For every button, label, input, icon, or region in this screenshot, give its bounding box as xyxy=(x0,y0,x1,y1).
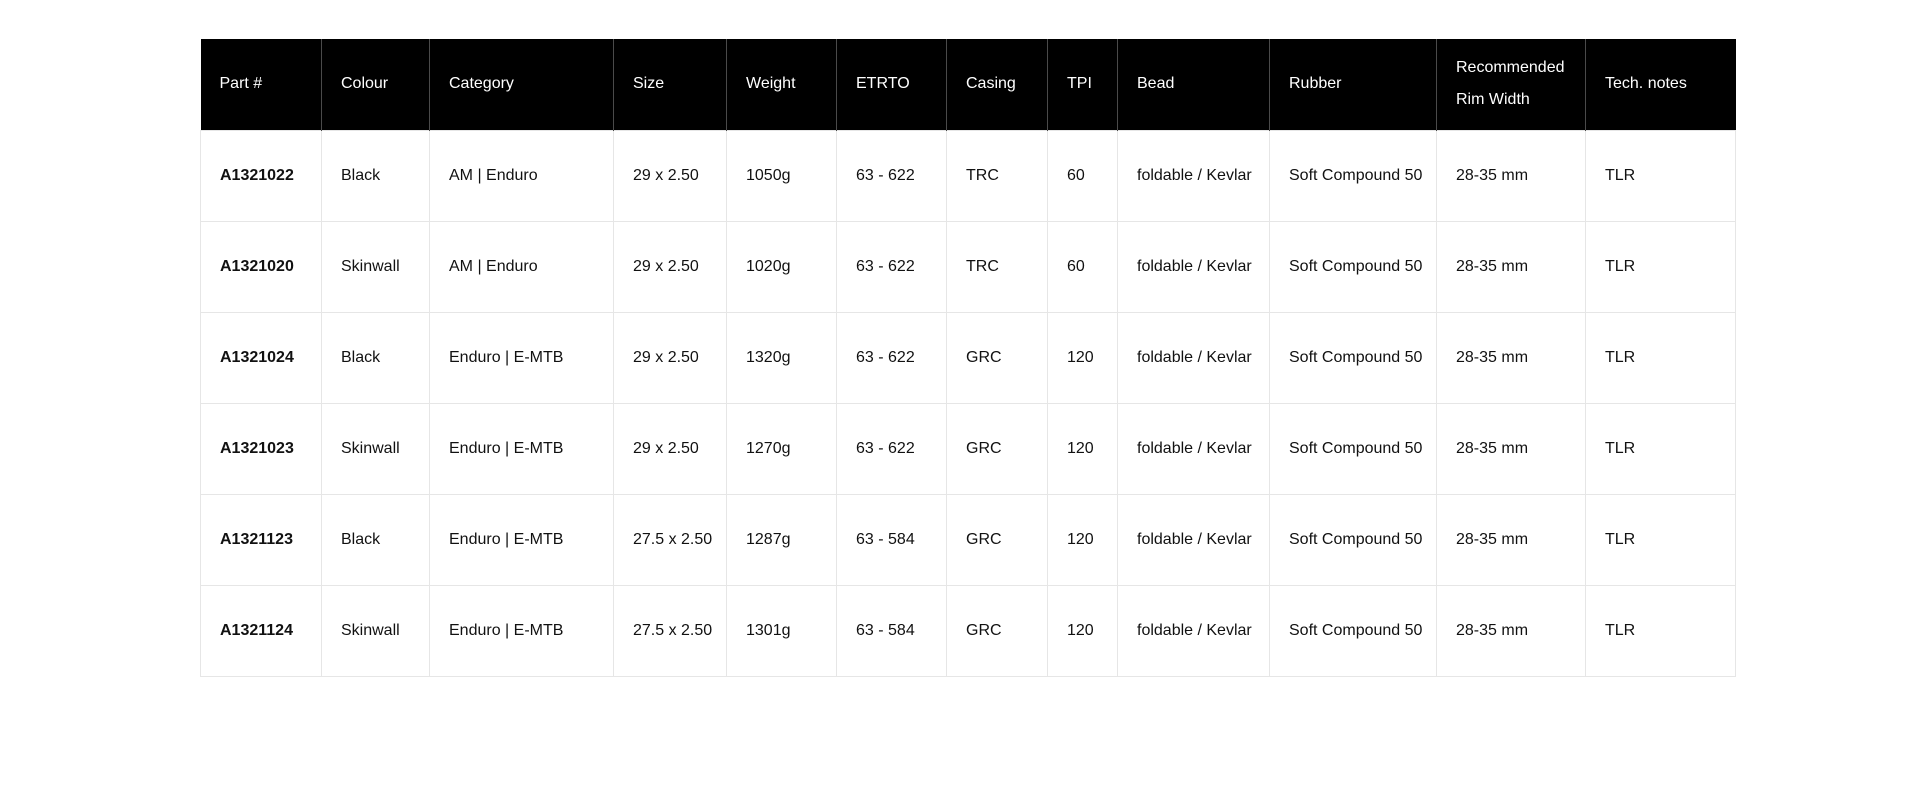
cell-weight: 1287g xyxy=(727,494,837,585)
cell-part-number: A1321023 xyxy=(201,403,322,494)
header-rubber: Rubber xyxy=(1270,39,1437,130)
cell-etrto: 63 - 584 xyxy=(837,494,947,585)
cell-etrto: 63 - 622 xyxy=(837,312,947,403)
cell-tpi: 120 xyxy=(1048,494,1118,585)
cell-tech-notes: TLR xyxy=(1586,494,1736,585)
cell-tech-notes: TLR xyxy=(1586,221,1736,312)
cell-rim-width: 28-35 mm xyxy=(1437,130,1586,221)
cell-part-number: A1321123 xyxy=(201,494,322,585)
cell-tech-notes: TLR xyxy=(1586,585,1736,676)
cell-colour: Black xyxy=(322,312,430,403)
cell-bead: foldable / Kevlar xyxy=(1118,494,1270,585)
cell-tpi: 120 xyxy=(1048,585,1118,676)
cell-colour: Skinwall xyxy=(322,585,430,676)
cell-rubber: Soft Compound 50 xyxy=(1270,494,1437,585)
cell-etrto: 63 - 622 xyxy=(837,403,947,494)
cell-casing: TRC xyxy=(947,130,1048,221)
cell-part-number: A1321022 xyxy=(201,130,322,221)
cell-category: AM | Enduro xyxy=(430,221,614,312)
header-etrto: ETRTO xyxy=(837,39,947,130)
cell-tech-notes: TLR xyxy=(1586,403,1736,494)
table-row xyxy=(201,312,1736,403)
cell-weight: 1320g xyxy=(727,312,837,403)
cell-colour: Black xyxy=(322,494,430,585)
cell-rubber: Soft Compound 50 xyxy=(1270,221,1437,312)
header-tech-notes: Tech. notes xyxy=(1586,39,1736,130)
cell-weight: 1050g xyxy=(727,130,837,221)
cell-part-number: A1321124 xyxy=(201,585,322,676)
cell-etrto: 63 - 584 xyxy=(837,585,947,676)
cell-casing: GRC xyxy=(947,403,1048,494)
cell-rubber: Soft Compound 50 xyxy=(1270,312,1437,403)
cell-size: 29 x 2.50 xyxy=(614,312,727,403)
header-size: Size xyxy=(614,39,727,130)
cell-rim-width: 28-35 mm xyxy=(1437,494,1586,585)
cell-tpi: 120 xyxy=(1048,312,1118,403)
cell-weight: 1020g xyxy=(727,221,837,312)
cell-rubber: Soft Compound 50 xyxy=(1270,403,1437,494)
header-colour: Colour xyxy=(322,39,430,130)
cell-rim-width: 28-35 mm xyxy=(1437,312,1586,403)
cell-weight: 1270g xyxy=(727,403,837,494)
table-body xyxy=(201,130,1736,676)
cell-part-number: A1321024 xyxy=(201,312,322,403)
cell-bead: foldable / Kevlar xyxy=(1118,403,1270,494)
cell-tech-notes: TLR xyxy=(1586,312,1736,403)
cell-size: 29 x 2.50 xyxy=(614,221,727,312)
cell-rim-width: 28-35 mm xyxy=(1437,403,1586,494)
cell-category: Enduro | E-MTB xyxy=(430,403,614,494)
cell-rim-width: 28-35 mm xyxy=(1437,585,1586,676)
cell-bead: foldable / Kevlar xyxy=(1118,130,1270,221)
table-row xyxy=(201,585,1736,676)
header-bead: Bead xyxy=(1118,39,1270,130)
table-row xyxy=(201,403,1736,494)
cell-casing: GRC xyxy=(947,312,1048,403)
cell-size: 29 x 2.50 xyxy=(614,403,727,494)
cell-size: 29 x 2.50 xyxy=(614,130,727,221)
cell-casing: GRC xyxy=(947,585,1048,676)
cell-size: 27.5 x 2.50 xyxy=(614,585,727,676)
cell-rim-width: 28-35 mm xyxy=(1437,221,1586,312)
cell-tpi: 120 xyxy=(1048,403,1118,494)
header-tpi: TPI xyxy=(1048,39,1118,130)
table-row xyxy=(201,130,1736,221)
cell-tpi: 60 xyxy=(1048,221,1118,312)
cell-weight: 1301g xyxy=(727,585,837,676)
cell-colour: Skinwall xyxy=(322,221,430,312)
cell-casing: GRC xyxy=(947,494,1048,585)
cell-rubber: Soft Compound 50 xyxy=(1270,130,1437,221)
spec-table-container xyxy=(200,39,1735,677)
cell-bead: foldable / Kevlar xyxy=(1118,312,1270,403)
table-header xyxy=(201,39,1736,130)
cell-category: Enduro | E-MTB xyxy=(430,585,614,676)
cell-category: AM | Enduro xyxy=(430,130,614,221)
cell-bead: foldable / Kevlar xyxy=(1118,221,1270,312)
header-recommended-rim-width: Recommended Rim Width xyxy=(1437,39,1586,130)
cell-tech-notes: TLR xyxy=(1586,130,1736,221)
cell-category: Enduro | E-MTB xyxy=(430,312,614,403)
table-row xyxy=(201,494,1736,585)
cell-colour: Black xyxy=(322,130,430,221)
header-part-number: Part # xyxy=(201,39,322,130)
cell-part-number: A1321020 xyxy=(201,221,322,312)
cell-bead: foldable / Kevlar xyxy=(1118,585,1270,676)
cell-category: Enduro | E-MTB xyxy=(430,494,614,585)
cell-colour: Skinwall xyxy=(322,403,430,494)
cell-rubber: Soft Compound 50 xyxy=(1270,585,1437,676)
header-weight: Weight xyxy=(727,39,837,130)
header-category: Category xyxy=(430,39,614,130)
cell-etrto: 63 - 622 xyxy=(837,221,947,312)
cell-size: 27.5 x 2.50 xyxy=(614,494,727,585)
tire-spec-table xyxy=(200,39,1736,677)
cell-tpi: 60 xyxy=(1048,130,1118,221)
table-row xyxy=(201,221,1736,312)
header-row xyxy=(201,39,1736,130)
header-casing: Casing xyxy=(947,39,1048,130)
cell-casing: TRC xyxy=(947,221,1048,312)
cell-etrto: 63 - 622 xyxy=(837,130,947,221)
